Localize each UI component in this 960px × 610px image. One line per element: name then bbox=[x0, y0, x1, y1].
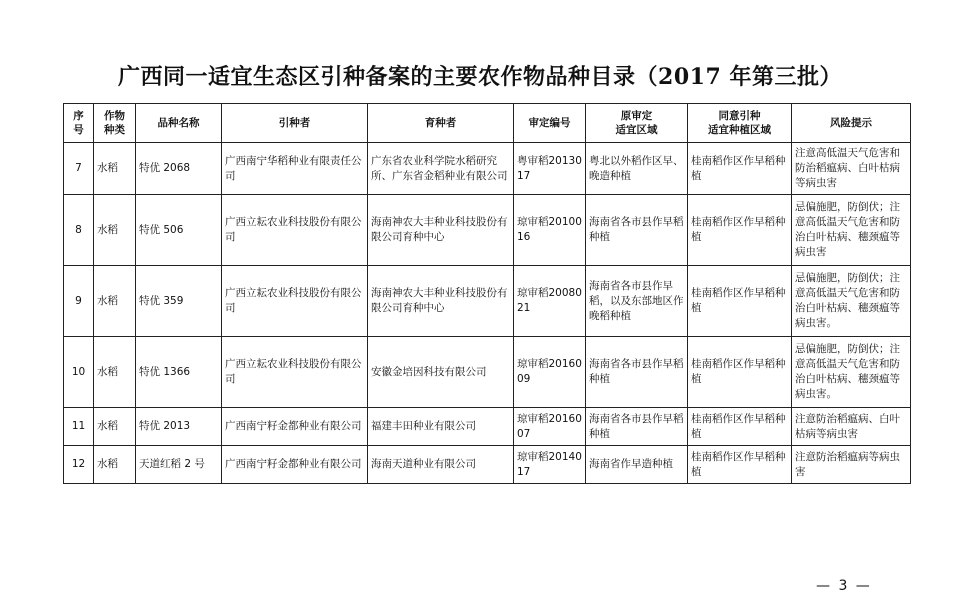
column-header-label: 风险提示 bbox=[830, 117, 872, 129]
cell-risk: 忌偏施肥，防倒伏；注意高低温天气危害和防治白叶枯病、穗颈瘟等病虫害。 bbox=[792, 266, 911, 337]
cell-introducer: 广西南宁籽金都种业有限公司 bbox=[222, 408, 368, 446]
cell-crop: 水稻 bbox=[94, 337, 136, 408]
column-header-label: 作物 bbox=[104, 110, 125, 122]
page-number: — 3 — bbox=[816, 578, 872, 594]
cell-orig-region: 海南省各市县作早稻，以及东部地区作晚稻种植 bbox=[586, 266, 688, 337]
column-header bbox=[514, 104, 586, 143]
cell-variety: 特优 2068 bbox=[136, 143, 222, 195]
column-header-label: 引种者 bbox=[278, 117, 311, 129]
cell-approval: 琼审稻2010016 bbox=[514, 195, 586, 266]
table-row bbox=[64, 143, 911, 195]
cell-no: 10 bbox=[64, 337, 94, 408]
cell-agreed-region: 桂南稻作区作早稻种植 bbox=[688, 266, 792, 337]
cell-breeder: 海南神农大丰种业科技股份有限公司育种中心 bbox=[368, 195, 514, 266]
cell-introducer: 广西立耘农业科技股份有限公司 bbox=[222, 195, 368, 266]
cell-variety: 特优 506 bbox=[136, 195, 222, 266]
variety-catalog-table bbox=[63, 103, 911, 484]
table-row bbox=[64, 266, 911, 337]
column-header-label: 审定编号 bbox=[528, 117, 571, 129]
cell-breeder: 海南神农大丰种业科技股份有限公司育种中心 bbox=[368, 266, 514, 337]
cell-breeder: 广东省农业科学院水稻研究所、广东省金稻种业有限公司 bbox=[368, 143, 514, 195]
cell-agreed-region: 桂南稻作区作早稻种植 bbox=[688, 195, 792, 266]
column-header bbox=[368, 104, 514, 143]
column-header bbox=[688, 104, 792, 143]
cell-agreed-region: 桂南稻作区作早稻种植 bbox=[688, 446, 792, 484]
cell-variety: 特优 359 bbox=[136, 266, 222, 337]
table-row bbox=[64, 446, 911, 484]
document-title: 广西同一适宜生态区引种备案的主要农作物品种目录（2017 年第三批） bbox=[118, 64, 842, 90]
cell-crop: 水稻 bbox=[94, 408, 136, 446]
cell-introducer: 广西立耘农业科技股份有限公司 bbox=[222, 337, 368, 408]
cell-orig-region: 海南省作早造种植 bbox=[586, 446, 688, 484]
column-header bbox=[64, 104, 94, 143]
header-row bbox=[64, 104, 911, 143]
cell-no: 12 bbox=[64, 446, 94, 484]
column-header bbox=[136, 104, 222, 143]
table-header bbox=[64, 104, 911, 143]
cell-crop: 水稻 bbox=[94, 266, 136, 337]
table-row bbox=[64, 408, 911, 446]
cell-introducer: 广西立耘农业科技股份有限公司 bbox=[222, 266, 368, 337]
cell-breeder: 安徽金培因科技有限公司 bbox=[368, 337, 514, 408]
cell-variety: 特优 1366 bbox=[136, 337, 222, 408]
cell-crop: 水稻 bbox=[94, 446, 136, 484]
cell-risk: 忌偏施肥，防倒伏；注意高低温天气危害和防治白叶枯病、穗颈瘟等病虫害 bbox=[792, 195, 911, 266]
column-header-label: 号 bbox=[73, 124, 84, 136]
cell-no: 7 bbox=[64, 143, 94, 195]
cell-orig-region: 海南省各市县作早稻种植 bbox=[586, 337, 688, 408]
cell-no: 8 bbox=[64, 195, 94, 266]
cell-approval: 粤审稻2013017 bbox=[514, 143, 586, 195]
cell-risk: 忌偏施肥，防倒伏；注意高低温天气危害和防治白叶枯病、穗颈瘟等病虫害。 bbox=[792, 337, 911, 408]
cell-agreed-region: 桂南稻作区作早稻种植 bbox=[688, 408, 792, 446]
cell-crop: 水稻 bbox=[94, 143, 136, 195]
table-row bbox=[64, 195, 911, 266]
cell-breeder: 海南天道种业有限公司 bbox=[368, 446, 514, 484]
cell-introducer: 广西南宁籽金都种业有限公司 bbox=[222, 446, 368, 484]
cell-risk: 注意防治稻瘟病等病虫害 bbox=[792, 446, 911, 484]
table-body bbox=[64, 143, 911, 484]
column-header-label: 序 bbox=[73, 110, 84, 122]
cell-risk: 注意高低温天气危害和防治稻瘟病、白叶枯病等病虫害 bbox=[792, 143, 911, 195]
column-header bbox=[94, 104, 136, 143]
cell-crop: 水稻 bbox=[94, 195, 136, 266]
column-header-label: 适宜种植区域 bbox=[708, 124, 771, 136]
column-header-label: 种类 bbox=[104, 124, 125, 136]
cell-orig-region: 海南省各市县作早稻种植 bbox=[586, 195, 688, 266]
cell-variety: 天道红稻 2 号 bbox=[136, 446, 222, 484]
cell-approval: 琼审稻2016007 bbox=[514, 408, 586, 446]
column-header-label: 原审定 bbox=[620, 110, 653, 122]
cell-variety: 特优 2013 bbox=[136, 408, 222, 446]
cell-no: 9 bbox=[64, 266, 94, 337]
column-header bbox=[586, 104, 688, 143]
column-header bbox=[222, 104, 368, 143]
cell-no: 11 bbox=[64, 408, 94, 446]
column-header-label: 适宜区域 bbox=[615, 124, 658, 136]
cell-agreed-region: 桂南稻作区作早稻种植 bbox=[688, 143, 792, 195]
column-header-label: 育种者 bbox=[424, 117, 457, 129]
cell-breeder: 福建丰田种业有限公司 bbox=[368, 408, 514, 446]
cell-approval: 琼审稻2008021 bbox=[514, 266, 586, 337]
cell-agreed-region: 桂南稻作区作早稻种植 bbox=[688, 337, 792, 408]
table-row bbox=[64, 337, 911, 408]
cell-orig-region: 粤北以外稻作区早、晚造种植 bbox=[586, 143, 688, 195]
cell-risk: 注意防治稻瘟病、白叶枯病等病虫害 bbox=[792, 408, 911, 446]
cell-introducer: 广西南宁华稻种业有限责任公司 bbox=[222, 143, 368, 195]
cell-approval: 琼审稻2016009 bbox=[514, 337, 586, 408]
cell-approval: 琼审稻2014017 bbox=[514, 446, 586, 484]
column-header bbox=[792, 104, 911, 143]
column-header-label: 品种名称 bbox=[157, 117, 200, 129]
cell-orig-region: 海南省各市县作早稻种植 bbox=[586, 408, 688, 446]
column-header-label: 同意引种 bbox=[718, 110, 761, 122]
